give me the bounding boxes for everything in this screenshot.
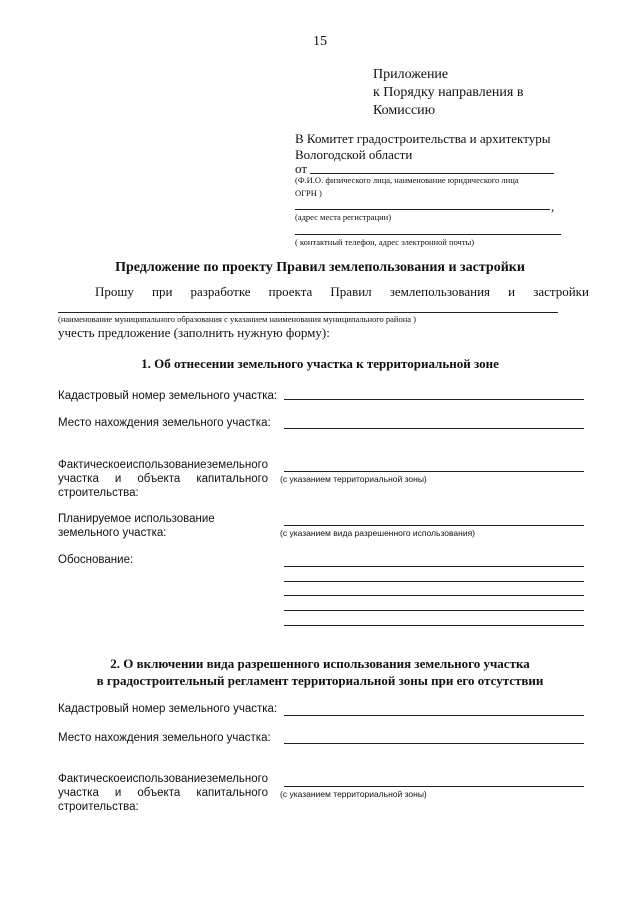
from-field-line[interactable] <box>310 173 554 174</box>
request-word: проекта <box>268 284 313 299</box>
request-word: при <box>152 284 173 299</box>
municipality-field-line[interactable] <box>58 312 558 313</box>
s2-cadastral-field[interactable] <box>284 715 584 716</box>
s1-actual-use-note: (с указанием территориальной зоны) <box>280 474 427 484</box>
s1-justification-field-1[interactable] <box>284 566 584 567</box>
request-word: разработке <box>190 284 251 299</box>
addressee-line-2: Вологодской области <box>295 147 413 162</box>
s1-actual-use-line-1: Фактическое использование земельного <box>58 459 268 471</box>
s2-actual-use-line-1: Фактическое использование земельного <box>58 773 268 785</box>
s1-justification-field-4[interactable] <box>284 610 584 611</box>
s1-planned-use-line-1: Планируемое использование <box>58 513 215 525</box>
fio-field-line[interactable] <box>295 209 550 210</box>
s2-cadastral-label: Кадастровый номер земельного участка: <box>58 703 278 715</box>
appendix-line-3: Комиссию <box>373 103 436 118</box>
s1-actual-use-line-3: строительства: <box>58 487 139 499</box>
note-address: (адрес места регистрации) <box>295 212 392 222</box>
page-number: 15 <box>313 34 327 49</box>
s1-justification-label: Обоснование: <box>58 554 134 566</box>
addressee-line-1: В Комитет градостроительства и архитектуры <box>295 131 551 146</box>
request-word: застройки <box>533 284 589 299</box>
s1-planned-use-line-2: земельного участка: <box>58 527 167 539</box>
s1-justification-field-2[interactable] <box>284 581 584 582</box>
proposal-title: Предложение по проекту Правил землепользования и застройки <box>115 260 525 275</box>
section2-title-line-2: в градостроительный регламент территориальной зоны при его отсутствии <box>96 673 544 688</box>
appendix-line-2: к Порядку направления в <box>373 85 524 100</box>
request-word: Прошу <box>95 284 134 299</box>
s1-planned-use-note: (с указанием вида разрешенного использования) <box>280 528 475 538</box>
appendix-line-1: Приложение <box>373 67 449 82</box>
from-label: от <box>295 161 308 176</box>
request-word: Правил <box>330 284 372 299</box>
s2-actual-use-line-2: участка и объекта капитального <box>58 787 268 799</box>
s2-actual-use-line-3: строительства: <box>58 801 139 813</box>
s1-justification-field-5[interactable] <box>284 625 584 626</box>
request-continue: учесть предложение (заполнить нужную форму): <box>58 325 330 340</box>
request-word: землепользования <box>389 284 491 299</box>
s1-location-label: Место нахождения земельного участка: <box>58 417 271 429</box>
s2-location-field[interactable] <box>284 743 584 744</box>
s1-planned-use-field[interactable] <box>284 525 584 526</box>
s1-justification-field-3[interactable] <box>284 595 584 596</box>
request-line <box>95 284 589 300</box>
comma: , <box>551 199 555 214</box>
address-field-line[interactable] <box>295 234 561 235</box>
s1-actual-use-field[interactable] <box>284 471 584 472</box>
s1-actual-use-line-2: участка и объекта капитального <box>58 473 268 485</box>
s2-location-label: Место нахождения земельного участка: <box>58 732 271 744</box>
s1-cadastral-label: Кадастровый номер земельного участка: <box>58 390 278 402</box>
section2-title-line-1: 2. О включении вида разрешенного использования земельного участка <box>110 656 530 671</box>
municipality-note: (наименование муниципального образования с указанием наименования муниципального района ) <box>58 314 417 324</box>
note-fio-1: (Ф.И.О. физического лица, наименование юридического лица <box>295 175 519 185</box>
note-contacts: ( контактный телефон, адрес электронной почты) <box>295 237 475 247</box>
s2-actual-use-note: (с указанием территориальной зоны) <box>280 789 427 799</box>
s1-cadastral-field[interactable] <box>284 399 584 400</box>
s1-location-field[interactable] <box>284 428 584 429</box>
request-word: и <box>508 284 516 299</box>
s2-actual-use-field[interactable] <box>284 786 584 787</box>
note-fio-2: ОГРН ) <box>295 188 322 198</box>
section1-title: 1. Об отнесении земельного участка к территориальной зоне <box>141 356 499 371</box>
